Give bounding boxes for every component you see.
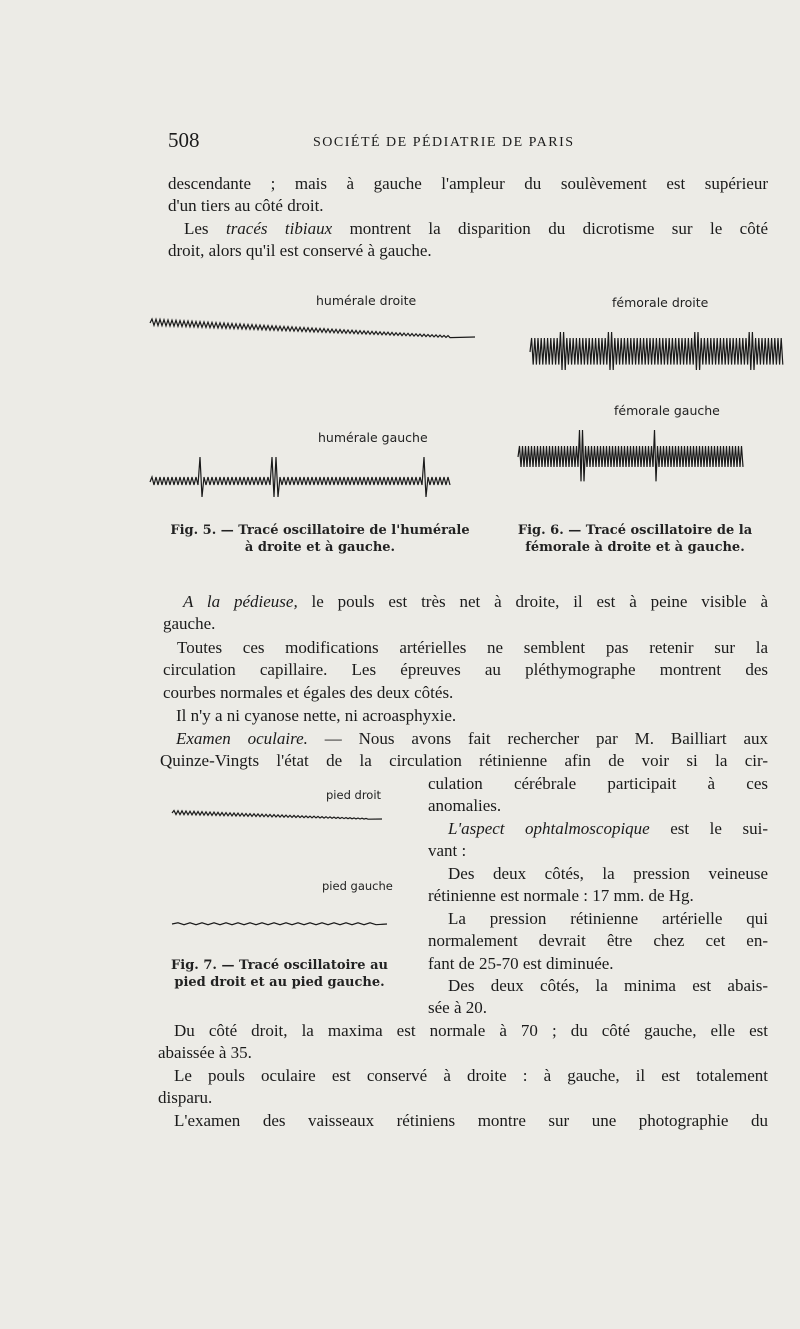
paragraph-10 [428, 975, 768, 1020]
text-line: Le pouls oculaire est conservé à droite : à gauche, il est totalement [174, 1066, 768, 1085]
text-line: disparu. [158, 1088, 213, 1108]
text-line: Les tracés tibiaux montrent la disparition du dicrotisme sur le côté [184, 219, 768, 238]
running-title: SOCIÉTÉ DE PÉDIATRIE DE PARIS [313, 135, 575, 150]
text-line: Examen oculaire. — Nous avons fait rechercher par M. Bailliart aux [176, 729, 768, 748]
paragraph-2 [168, 218, 768, 263]
trace-humerale-droite [150, 305, 480, 350]
page-number: 508 [168, 128, 200, 152]
text-line: normalement devrait être chez cet en- [428, 931, 768, 951]
text-line: d'un tiers au côté droit. [168, 196, 324, 216]
trace-femorale-droite [530, 320, 790, 375]
trace-label-pied-droit: pied droit [326, 788, 382, 802]
paragraph-8 [428, 863, 768, 908]
paragraph-5 [176, 705, 766, 727]
paragraph-6 [160, 728, 768, 773]
text-line: vant : [428, 841, 467, 861]
text-line: Du côté droit, la maxima est normale à 70 ; du côté gauche, elle est [174, 1021, 768, 1040]
text-line: Toutes ces modifications artérielles ne semblent pas retenir sur la [177, 638, 768, 657]
text-line: abaissée à 35. [158, 1043, 252, 1063]
text-line: circulation capillaire. Les épreuves au pléthymographe montrent des [163, 660, 768, 680]
paragraph-7 [428, 818, 768, 863]
trace-pied-droit [172, 805, 392, 830]
paragraph-1 [168, 173, 768, 218]
text-line: sée à 20. [428, 998, 488, 1018]
text-line: gauche. [163, 614, 216, 634]
paragraph-6-continued [428, 773, 768, 818]
text-line: courbes normales et égales des deux côtés. [163, 682, 454, 702]
paragraph-12 [158, 1065, 768, 1110]
trace-label-humerale-droite: humérale droite [316, 293, 417, 308]
text-line: fant de 25-70 est diminuée. [428, 953, 614, 973]
text-line: Quinze-Vingts l'état de la circulation rétinienne afin de voir si la cir- [160, 751, 768, 771]
text-line: droit, alors qu'il est conservé à gauche. [168, 241, 432, 261]
paragraph-9 [428, 908, 768, 975]
text-line: Il n'y a ni cyanose nette, ni acroasphyxie. [176, 706, 457, 725]
text-line: rétinienne est normale : 17 mm. de Hg. [428, 886, 694, 906]
trace-humerale-gauche [150, 450, 465, 500]
paragraph-3 [163, 591, 768, 636]
text-line: A la pédieuse, le pouls est très net à droite, il est à peine visible à [183, 592, 768, 611]
text-line: culation cérébrale participait à ces [428, 774, 768, 793]
text-line: L'aspect ophtalmoscopique est le sui- [448, 819, 768, 838]
trace-femorale-gauche [518, 425, 758, 500]
text-line: L'examen des vaisseaux rétiniens montre sur une photographie du [174, 1111, 768, 1130]
text-line: Des deux côtés, la minima est abais- [448, 976, 768, 995]
trace-label-pied-gauche: pied gauche [322, 879, 393, 893]
paragraph-4 [163, 637, 768, 704]
figure-5-caption: Fig. 5. — Tracé oscillatoire de l'humérale à droite et à gauche. [170, 523, 470, 555]
trace-label-femorale-droite: fémorale droite [612, 295, 709, 310]
trace-label-femorale-gauche: fémorale gauche [614, 403, 720, 418]
figure-7-caption: Fig. 7. — Tracé oscillatoire au pied droit et au pied gauche. [171, 958, 388, 990]
text-line: descendante ; mais à gauche l'ampleur du soulèvement est supérieur [168, 174, 768, 193]
figure-6-caption: Fig. 6. — Tracé oscillatoire de la fémorale à droite et à gauche. [517, 523, 753, 555]
trace-label-humerale-gauche: humérale gauche [318, 430, 428, 445]
text-line: anomalies. [428, 796, 502, 816]
text-line: Des deux côtés, la pression veineuse [448, 864, 768, 883]
trace-pied-gauche [172, 910, 392, 935]
paragraph-13 [158, 1110, 768, 1132]
paragraph-11 [158, 1020, 768, 1065]
text-line: La pression rétinienne artérielle qui [448, 909, 768, 928]
page-header [168, 128, 768, 158]
